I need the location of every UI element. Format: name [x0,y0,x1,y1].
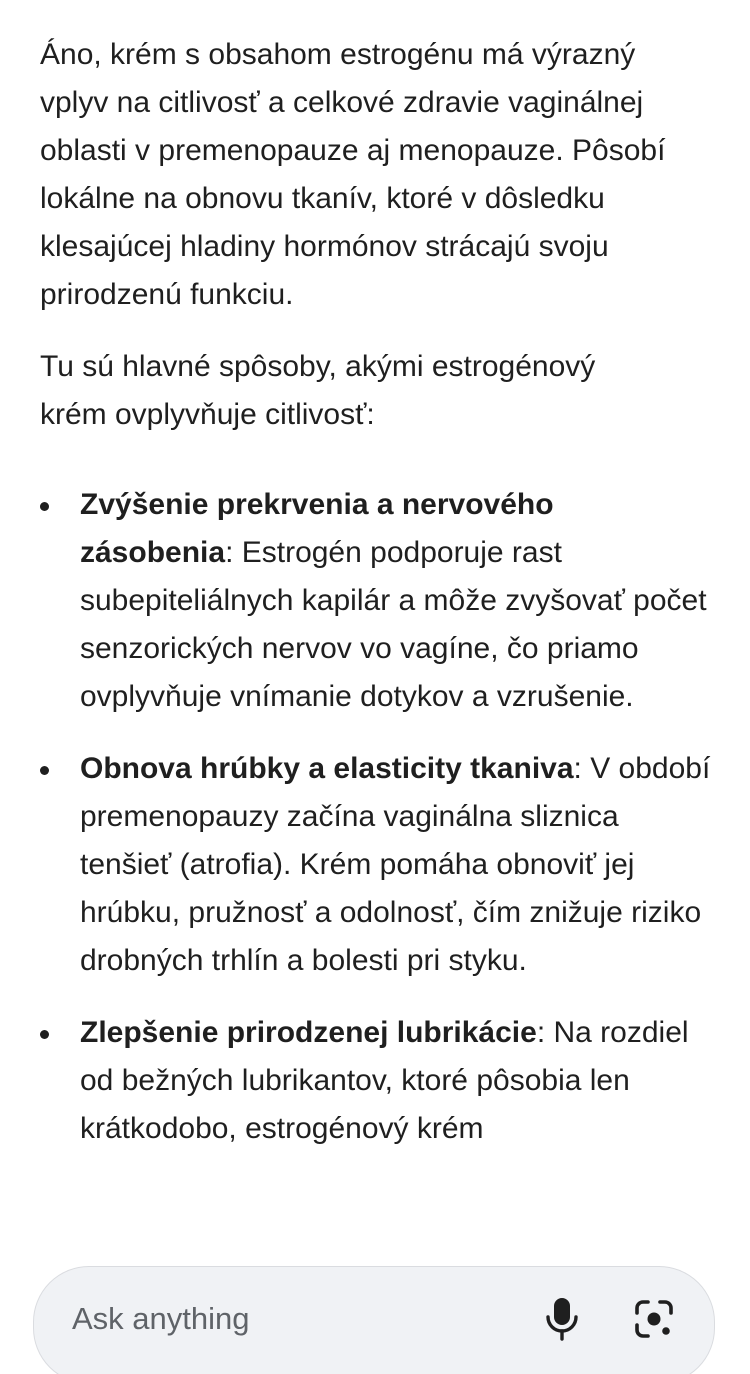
intro-paragraph: Áno, krém s obsahom estrogénu má výrazný vplyv na citlivosť a celkové zdravie vaginálnej oblasti v premenopauze aj menopauze. Pôsobí lokálne na obnovu tkanív, ktoré v dôsledku klesajúcej hladiny hormónov strácajú svoju prirodzenú funkciu. [40,38,666,311]
list-item-title: Zlepšenie prirodzenej lubrikácie [80,1016,537,1049]
list-item-title: Zvýšenie prekrvenia a nervového zásobenia [80,488,554,569]
lead-paragraph: Tu sú hlavné spôsoby, akými estrogénový krém ovplyvňuje citlivosť: [40,350,596,431]
list-item-text: : Na rozdiel od bežných lubrikantov, ktoré pôsobia len krátkodobo, estrogénový krém [80,1016,689,1145]
bullet-list [40,481,712,1153]
list-item [40,481,712,721]
list-item-title: Obnova hrúbky a elasticity tkaniva [80,752,574,785]
camera-lens-icon [634,1299,674,1339]
microphone-button[interactable] [540,1297,584,1341]
camera-lens-button[interactable] [632,1297,676,1341]
response-content [40,31,712,1177]
list-item [40,1009,712,1153]
microphone-icon [545,1297,579,1341]
ask-input[interactable] [72,1297,492,1341]
ask-box [33,1266,715,1374]
list-item [40,745,712,985]
list-item-text: : V období premenopauzy začína vaginálna sliznica tenšieť (atrofia). Krém pomáha obnoviť jej hrúbku, pružnosť a odolnosť, čím znižuje riziko drobných trhlín a bolesti pri styku. [80,752,711,977]
list-item-text: : Estrogén podporuje rast subepiteliálnych kapilár a môže zvyšovať počet senzorických nervov vo vagíne, čo priamo ovplyvňuje vnímanie dotykov a vzrušenie. [80,536,707,713]
